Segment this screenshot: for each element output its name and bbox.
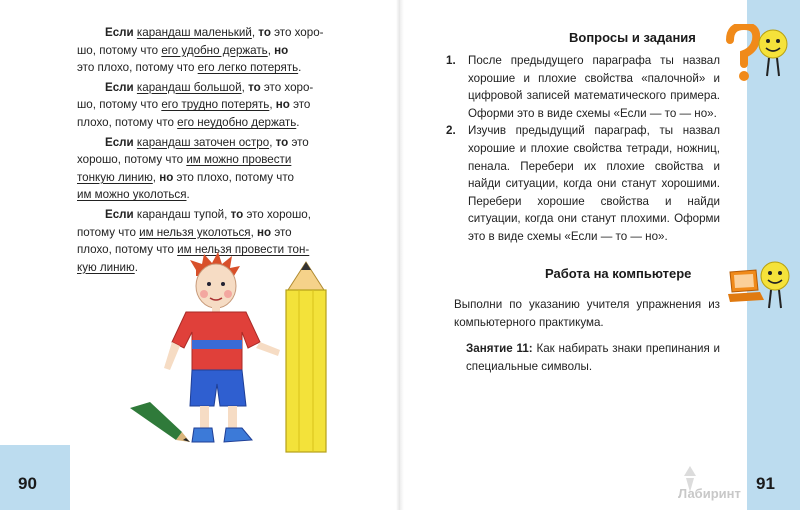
lesson-label: Занятие 11: bbox=[466, 342, 533, 355]
bold-keyword: но bbox=[257, 225, 272, 239]
boy-figure bbox=[164, 252, 280, 442]
text-run: это хоро- bbox=[260, 80, 314, 94]
text-run: хорошо, потому что bbox=[77, 153, 187, 167]
underlined-phrase: карандаш большой bbox=[136, 80, 242, 94]
text-run: плохо, потому что bbox=[77, 243, 178, 257]
computer-task-text: Выполни по указанию учителя упражнения из компьютерного практикума. bbox=[454, 298, 720, 329]
task-number: 2. bbox=[446, 124, 456, 138]
text-run: , bbox=[152, 170, 160, 184]
computer-heading: Работа на компьютере bbox=[545, 266, 692, 281]
underlined-phrase: тонкую линию bbox=[77, 170, 153, 184]
text-line bbox=[77, 59, 367, 77]
task-list bbox=[446, 52, 720, 246]
underlined-phrase: карандаш маленький bbox=[136, 26, 252, 39]
text-run: шо, потому что bbox=[77, 98, 162, 112]
text-run: , bbox=[251, 26, 259, 39]
text-line bbox=[77, 42, 367, 60]
text-run: , bbox=[269, 135, 276, 149]
text-run: . bbox=[186, 188, 190, 202]
smiley-mascot-icon bbox=[758, 260, 792, 312]
left-paragraph bbox=[77, 79, 367, 132]
text-run: потому что bbox=[77, 225, 140, 239]
bold-keyword: но bbox=[274, 43, 289, 57]
left-paragraph bbox=[77, 134, 367, 204]
svg-text:Лабиринт: Лабиринт bbox=[678, 486, 741, 501]
bold-keyword: Если bbox=[105, 26, 134, 39]
question-mark-icon bbox=[724, 24, 760, 84]
smiley-mascot-icon bbox=[756, 28, 790, 80]
underlined-phrase: карандаш заточен остро bbox=[136, 135, 270, 149]
text-line bbox=[77, 169, 367, 187]
task-item bbox=[446, 52, 720, 122]
text-run: . bbox=[134, 260, 138, 274]
text-line bbox=[77, 186, 367, 204]
underlined-phrase: им нельзя уколоться bbox=[139, 225, 251, 239]
bold-keyword: Если bbox=[105, 135, 134, 149]
labirint-watermark-logo bbox=[676, 462, 748, 502]
task-item bbox=[446, 122, 720, 245]
bold-keyword: то bbox=[275, 135, 289, 149]
bold-keyword: то bbox=[258, 26, 271, 39]
text-line bbox=[77, 206, 367, 224]
underlined-phrase: им нельзя провести тон- bbox=[177, 243, 310, 257]
text-run: , bbox=[267, 43, 275, 57]
text-line bbox=[77, 24, 367, 42]
text-run: это плохо, потому что bbox=[77, 61, 198, 75]
text-run: шо, потому что bbox=[77, 43, 162, 57]
underlined-phrase: им можно уколоться bbox=[77, 188, 187, 202]
book-gutter bbox=[396, 0, 404, 510]
text-run: . bbox=[296, 115, 300, 129]
text-run: это bbox=[271, 225, 292, 239]
questions-heading: Вопросы и задания bbox=[569, 30, 696, 45]
underlined-phrase: им можно провести bbox=[186, 153, 292, 167]
text-run: это хоро- bbox=[270, 26, 324, 39]
page-number-right: 91 bbox=[756, 474, 775, 493]
big-pencil-illustration bbox=[286, 262, 326, 452]
bold-keyword: но bbox=[159, 170, 174, 184]
text-line bbox=[77, 134, 367, 152]
boy-with-pencil-illustration bbox=[120, 250, 330, 460]
underlined-phrase: кую линию bbox=[77, 260, 135, 274]
bold-keyword: но bbox=[275, 98, 290, 112]
task-text: После предыдущего параграфа ты назвал хорошие и плохие свойства «палочной» и цифровой записей математического примера. Оформи это в виде схемы «Если — то — но». bbox=[468, 54, 720, 120]
text-run: , bbox=[250, 225, 258, 239]
bold-keyword: то bbox=[248, 80, 261, 94]
text-line bbox=[77, 224, 367, 242]
left-paragraph bbox=[77, 24, 367, 77]
text-run: это хорошо, bbox=[243, 207, 311, 221]
underlined-phrase: его легко потерять bbox=[197, 61, 299, 75]
task-text: Изучив предыдущий параграф, ты назвал хорошие и плохие свойства тетради, ножниц, пенала. Перебери их плохие свойства и найди ситуации, когда они станут хорошими. Перебери хорошие свойства и найди ситуации, когда они станут плохими. Оформи это в виде схемы «Если — то — но». bbox=[468, 124, 720, 243]
text-run: это bbox=[289, 98, 311, 112]
text-line bbox=[77, 151, 367, 169]
page-number-left: 90 bbox=[18, 474, 37, 493]
lesson-description: Как набирать знаки препинания и специальные символы. bbox=[466, 342, 720, 373]
underlined-phrase: его неудобно держать bbox=[177, 115, 297, 129]
text-run: , bbox=[241, 80, 249, 94]
bold-keyword: Если bbox=[105, 207, 134, 221]
underlined-phrase: его удобно держать bbox=[161, 43, 268, 57]
task-number: 1. bbox=[446, 54, 456, 67]
left-page-text bbox=[77, 24, 367, 278]
lesson-text bbox=[466, 340, 720, 375]
text-line bbox=[77, 96, 367, 114]
text-run: плохо, потому что bbox=[77, 115, 178, 129]
small-pencil-illustration bbox=[130, 402, 190, 442]
bold-keyword: Если bbox=[105, 80, 134, 94]
underlined-phrase: его трудно потерять bbox=[161, 98, 270, 112]
bold-keyword: то bbox=[230, 207, 244, 221]
text-run: это плохо, потому что bbox=[173, 170, 294, 184]
text-line bbox=[77, 79, 367, 97]
text-run: , bbox=[269, 98, 276, 112]
text-run: . bbox=[298, 61, 302, 75]
text-run: это bbox=[288, 135, 309, 149]
text-run: карандаш тупой, bbox=[133, 207, 231, 221]
text-line bbox=[77, 114, 367, 132]
